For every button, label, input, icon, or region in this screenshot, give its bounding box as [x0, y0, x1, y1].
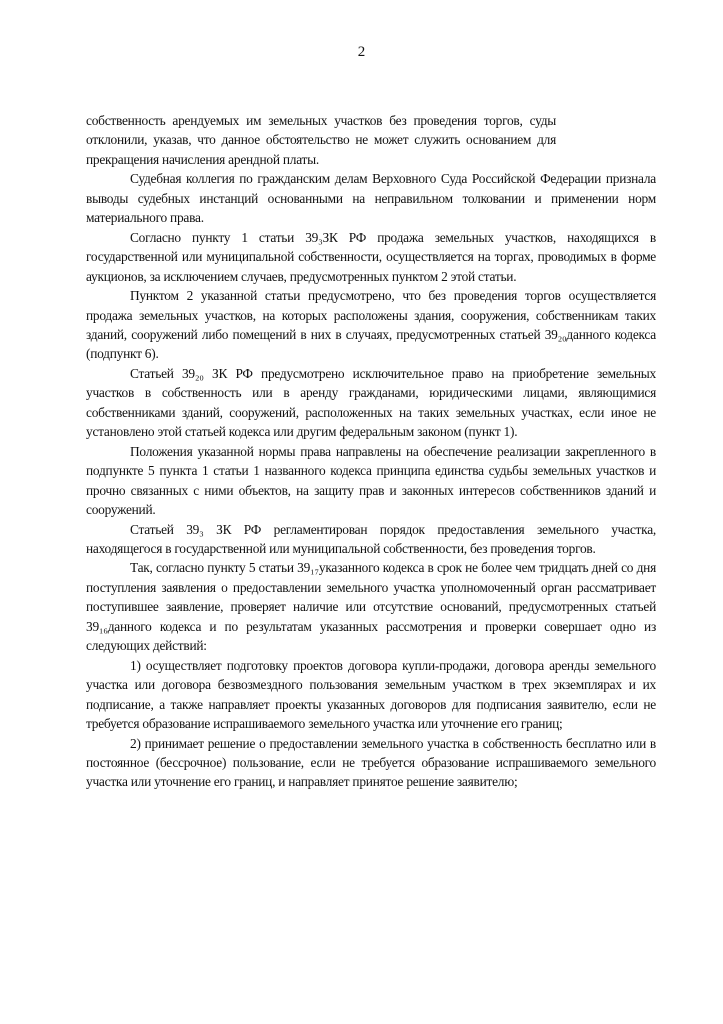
page-number: 2	[357, 44, 366, 60]
paragraph-7: Статьей 39₃ ЗК РФ регламентирован порядок предоставления земельного участка, находящегося в государственной или муниципальной собственности, без проведения торгов.	[86, 521, 656, 556]
list-item-1: 1) осуществляет подготовку проектов договора купли-продажи, договора аренды земельного участка или договора безвозмездного пользования земельным участком в трех экземплярах и их подписание, а также направляет проекты указанных договоров для подписания заявителю, если не требуется образование испрашиваемого земельного участка или уточнение его границ;	[86, 657, 656, 732]
paragraph-6: Положения указанной нормы права направлены на обеспечение реализации закрепленного в подпункте 5 пункта 1 статьи 1 названного кодекса принципа единства судьбы земельных участков и прочно связанных с ними объектов, на защиту прав и законных интересов собственников зданий и сооружений.	[86, 443, 656, 518]
paragraph-4: Пунктом 2 указанной статьи предусмотрено, что без проведения торгов осуществляется продажа земельных участков, на которых расположены здания, сооружения, собственникам таких зданий, сооружений либо помещений в них в случаях, предусмотренных статьей 39₂₀данного кодекса (подпункт 6).	[86, 288, 656, 362]
paragraph-3: Согласно пункту 1 статьи 39₃ЗК РФ продажа земельных участков, находящихся в государственной или муниципальной собственности, осуществляется на торгах, проводимых в форме аукционов, за исключением случаев, предусмотренных пунктом 2 этой статьи.	[86, 229, 656, 284]
paragraph-1: собственность арендуемых им земельных участков без проведения торгов, суды отклонили, указав, что данное обстоятельство не может служить основанием для прекращения начисления арендной платы.	[86, 113, 556, 167]
paragraph-5: Статьей 39₂₀ ЗК РФ предусмотрено исключительное право на приобретение земельных участков в собственность или в аренду гражданами, юридическими лицами, являющимися собственниками зданий, сооружений, расположенных на таких земельных участках, если иное не установлено этой статьей кодекса или другим федеральным законом (пункт 1).	[86, 365, 656, 440]
list-item-2: 2) принимает решение о предоставлении земельного участка в собственность бесплатно или в постоянное (бессрочное) пользование, если не требуется образование испрашиваемого земельного участка или уточнение его границ, и направляет принятое решение заявителю;	[86, 735, 656, 790]
paragraph-2: Судебная коллегия по гражданским делам Верховного Суда Российской Федерации признала выводы судебных инстанций основанными на неправильном толковании и применении норм материального права.	[86, 171, 656, 226]
document-body	[86, 111, 656, 792]
paragraph-8: Так, согласно пункту 5 статьи 39₁₇указанного кодекса в срок не более чем тридцать дней со дня поступления заявления о предоставлении земельного участка уполномоченный орган рассматривает поступившее заявление, проверяет наличие или отсутствие оснований, предусмотренных статьей 39₁₆данного кодекса и по результатам указанных рассмотрения и проверки совершает одно из следующих действий:	[86, 560, 656, 654]
